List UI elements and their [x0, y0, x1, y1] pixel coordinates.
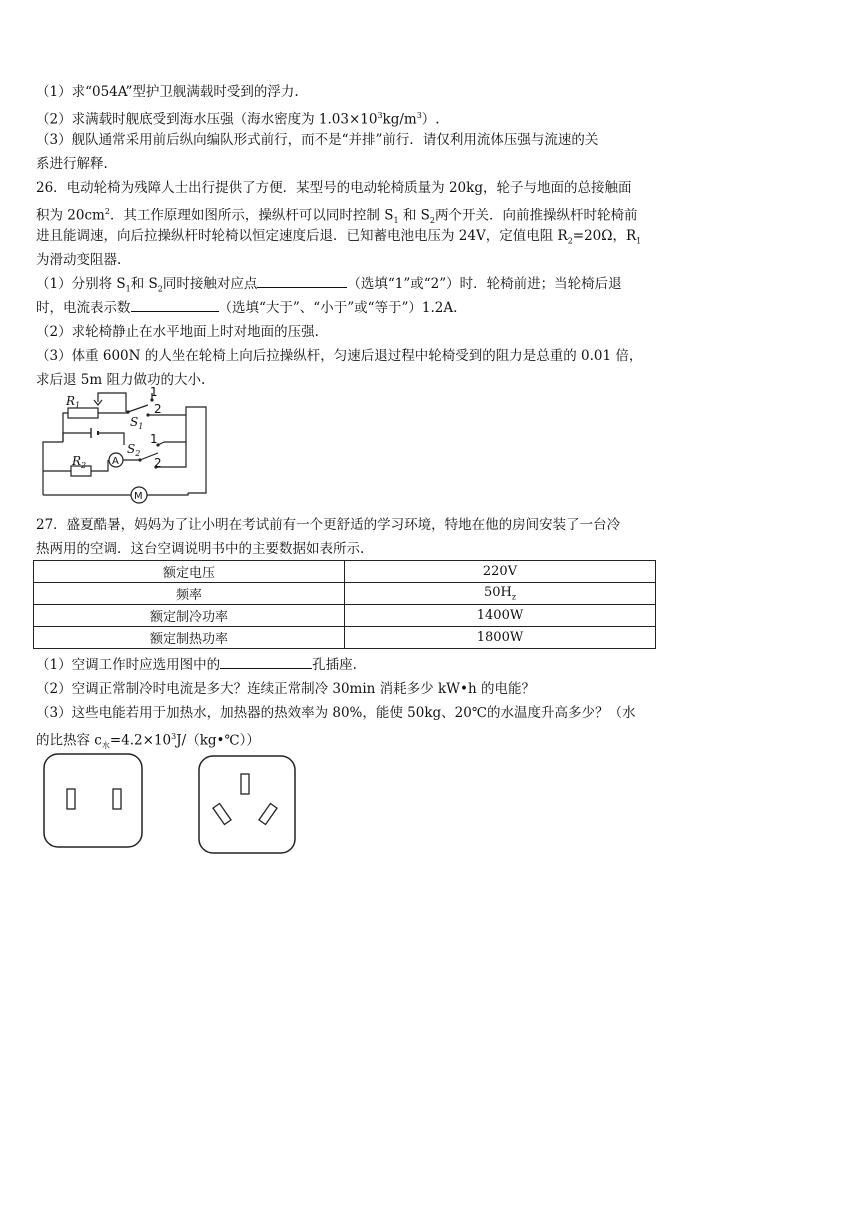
- table-row: [34, 583, 656, 605]
- spec-value: 1800W: [345, 627, 656, 649]
- spec-label: 额定制热功率: [34, 627, 345, 649]
- q26-stem-line4: 为滑动变阻器.: [36, 252, 122, 268]
- s2-terminal-2: 2: [154, 456, 162, 470]
- spec-label: 额定制冷功率: [34, 605, 345, 627]
- answer-blank-contact-point[interactable]: [257, 273, 347, 288]
- q25-part2: （2）求满载时舰底受到海水压强（海水密度为 $1.03\times 10^3kg/m^3$）.: [36, 111, 440, 128]
- motor-label: M: [134, 491, 143, 502]
- spec-value: $50H_z$: [345, 583, 656, 605]
- q26-sub3-line1: （3）体重 600N 的人坐在轮椅上向后拉操纵杆，匀速后退过程中轮椅受到的阻力是总重的 0.01 倍，: [36, 348, 643, 364]
- q26-sub1-line1: （1）分别将 $S_1$和 $S_2$同时接触对应点 （选填“1”或“2”）时．轮椅前进；当轮椅后退: [36, 273, 726, 301]
- q27-sub3-line2: 的比热容 $c_水=4.2\times 10^3J/(kg•℃)$）: [36, 732, 260, 751]
- q27-sub1: （1）空调工作时应选用图中的 孔插座.: [36, 654, 726, 676]
- s1-label: $S_1$: [130, 415, 144, 431]
- q27-sub2: （2）空调正常制冷时电流是多大？连续正常制冷 30min 消耗多少 kW•h 的电能？: [36, 681, 535, 697]
- q27-sub3-line1: （3）这些电能若用于加热水，加热器的热效率为 80%，能使 50kg、20℃的水温度升高多少？（水: [36, 705, 636, 721]
- q25-part3-line2: 系进行解释.: [36, 156, 108, 172]
- s2-label: $S_2$: [127, 442, 141, 458]
- air-conditioner-spec-table: [33, 560, 656, 649]
- table-row: [34, 605, 656, 627]
- q26-sub3-line2: 求后退 5m 阻力做功的大小.: [36, 372, 206, 388]
- answer-blank-ammeter-reading[interactable]: [131, 297, 219, 312]
- r1-resistor: [68, 408, 98, 418]
- s2-terminal-1: 1: [150, 432, 158, 446]
- socket-hole-earth: [241, 774, 249, 794]
- q27-stem-line2: 热两用的空调．这台空调说明书中的主要数据如表所示.: [36, 541, 365, 557]
- s1-terminal-1: 1: [150, 385, 158, 399]
- r2-label: $R_2$: [72, 454, 87, 470]
- socket-hole: [113, 789, 121, 809]
- q25-part3-line1: （3）舰队通常采用前后纵向编队形式前行，而不是“并排”前行．请仅利用流体压强与流速的关: [36, 132, 599, 148]
- table-row: [34, 561, 656, 583]
- q26-sub1-line2: 时，电流表示数 （选填“大于”、“小于”或“等于”）1.2A.: [36, 297, 726, 319]
- spec-label: 额定电压: [34, 561, 345, 583]
- socket-hole: [213, 804, 231, 825]
- table-row: [34, 627, 656, 649]
- q26-stem-line3: 进且能调速，向后拉操纵杆时轮椅以恒定速度后退．已知蓄电池电压为 24V，定值电阻 $R_2=20\Omega$，$R_1$: [36, 228, 642, 246]
- s1-terminal-2: 2: [154, 402, 162, 416]
- q26-stem-line2: 积为 $20cm^2$．其工作原理如图所示，操纵杆可以同时控制 $S_1$ 和 $S_2$两个开关．向前推操纵杆时轮椅前: [36, 207, 638, 226]
- q26-sub2: （2）求轮椅静止在水平地面上时对地面的压强.: [36, 324, 319, 340]
- spec-value: 1400W: [345, 605, 656, 627]
- ammeter-label: A: [112, 456, 119, 467]
- socket-hole: [259, 804, 277, 825]
- q26-stem-line1: 26．电动轮椅为残障人士出行提供了方便．某型号的电动轮椅质量为 20kg，轮子与地面的总接触面: [36, 180, 632, 196]
- q25-part1: （1）求“054A”型护卫舰满载时受到的浮力.: [36, 84, 299, 100]
- wheelchair-circuit-diagram: [36, 385, 216, 505]
- answer-blank-socket-type[interactable]: [220, 654, 312, 669]
- spec-label: 频率: [34, 583, 345, 605]
- three-hole-socket: [197, 754, 297, 856]
- r1-label: $R_1$: [66, 394, 81, 410]
- q27-stem-line1: 27．盛夏酷暑，妈妈为了让小明在考试前有一个更舒适的学习环境，特地在他的房间安装了一台冷: [36, 517, 621, 533]
- socket-hole: [67, 789, 75, 809]
- s1-switch-blade: [128, 405, 148, 412]
- spec-value: 220V: [345, 561, 656, 583]
- two-hole-socket: [42, 752, 146, 850]
